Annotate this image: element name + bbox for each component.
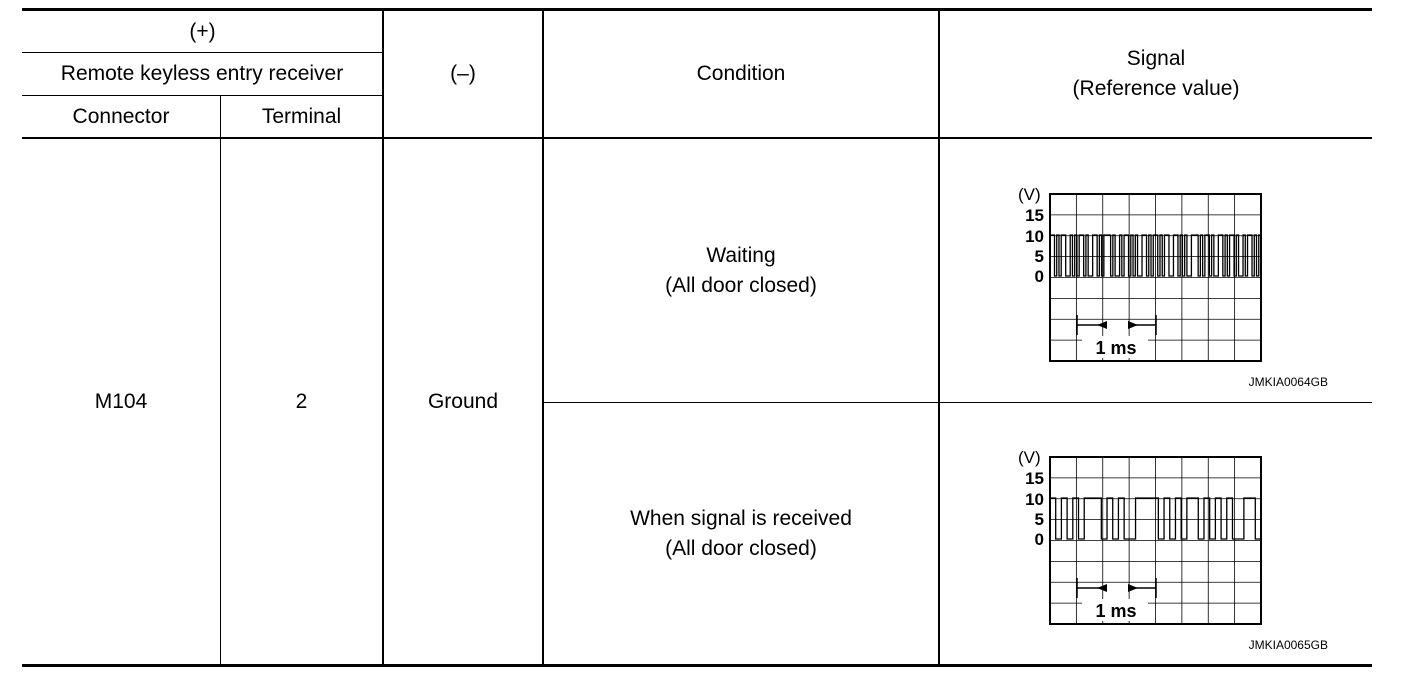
- header-terminal: [221, 96, 382, 137]
- oscilloscope-waveform-waiting: [1010, 180, 1340, 392]
- connector-value-text: M104: [94, 389, 148, 413]
- scope-tick-15: 15: [1025, 469, 1044, 488]
- header-terminal-text: Terminal: [261, 104, 342, 128]
- header-plus-text: (+): [189, 19, 216, 43]
- condition-waiting-line2: (All door closed): [665, 273, 817, 297]
- header-plus: [22, 11, 383, 52]
- scope-time-scale: [1077, 315, 1156, 358]
- scope-tick-10: 10: [1025, 490, 1044, 509]
- terminal-value-text: 2: [295, 389, 308, 413]
- header-condition-text: Condition: [696, 62, 786, 85]
- condition-received-line1: When signal is received: [630, 506, 852, 530]
- scope-time-scale: [1077, 578, 1156, 621]
- scope-time-label: 1 ms: [1095, 338, 1137, 358]
- condition-received-line2: (All door closed): [665, 536, 817, 560]
- scope-tick-10: 10: [1025, 227, 1044, 246]
- scope-figure-id: JMKIA0065GB: [1248, 638, 1328, 652]
- header-condition: [544, 11, 938, 137]
- header-signal-line1: Signal: [1126, 47, 1186, 70]
- terminal-value: [221, 139, 382, 664]
- header-connector-text: Connector: [72, 104, 170, 128]
- scope-grid: [1050, 457, 1261, 624]
- header-signal-line2: (Reference value): [1072, 77, 1240, 100]
- scope-tick-0: 0: [1034, 267, 1044, 286]
- scope-tick-5: 5: [1034, 247, 1044, 266]
- oscilloscope-waveform-received: [1010, 443, 1340, 655]
- header-signal: [940, 11, 1372, 137]
- header-minus-text: (–): [450, 62, 476, 85]
- ground-value: [384, 139, 542, 664]
- condition-waiting: [544, 139, 938, 402]
- table-bottom-border: [22, 664, 1372, 667]
- scope-unit-label: (V): [1018, 448, 1041, 467]
- condition-received: [544, 403, 938, 664]
- scope-tick-5: 5: [1034, 510, 1044, 529]
- connector-value: [22, 139, 220, 664]
- scope-tick-0: 0: [1034, 530, 1044, 549]
- ground-value-text: Ground: [427, 389, 499, 413]
- header-minus: [384, 11, 542, 137]
- scope-figure-id: JMKIA0064GB: [1248, 375, 1328, 389]
- condition-waiting-line1: Waiting: [706, 243, 776, 267]
- header-receiver-text: Remote keyless entry receiver: [60, 62, 344, 85]
- header-connector: [22, 96, 220, 137]
- scope-time-label: 1 ms: [1095, 601, 1137, 621]
- header-receiver: [22, 53, 422, 95]
- scope-grid: [1050, 194, 1261, 361]
- scope-tick-15: 15: [1025, 206, 1044, 225]
- scope-unit-label: (V): [1018, 185, 1041, 204]
